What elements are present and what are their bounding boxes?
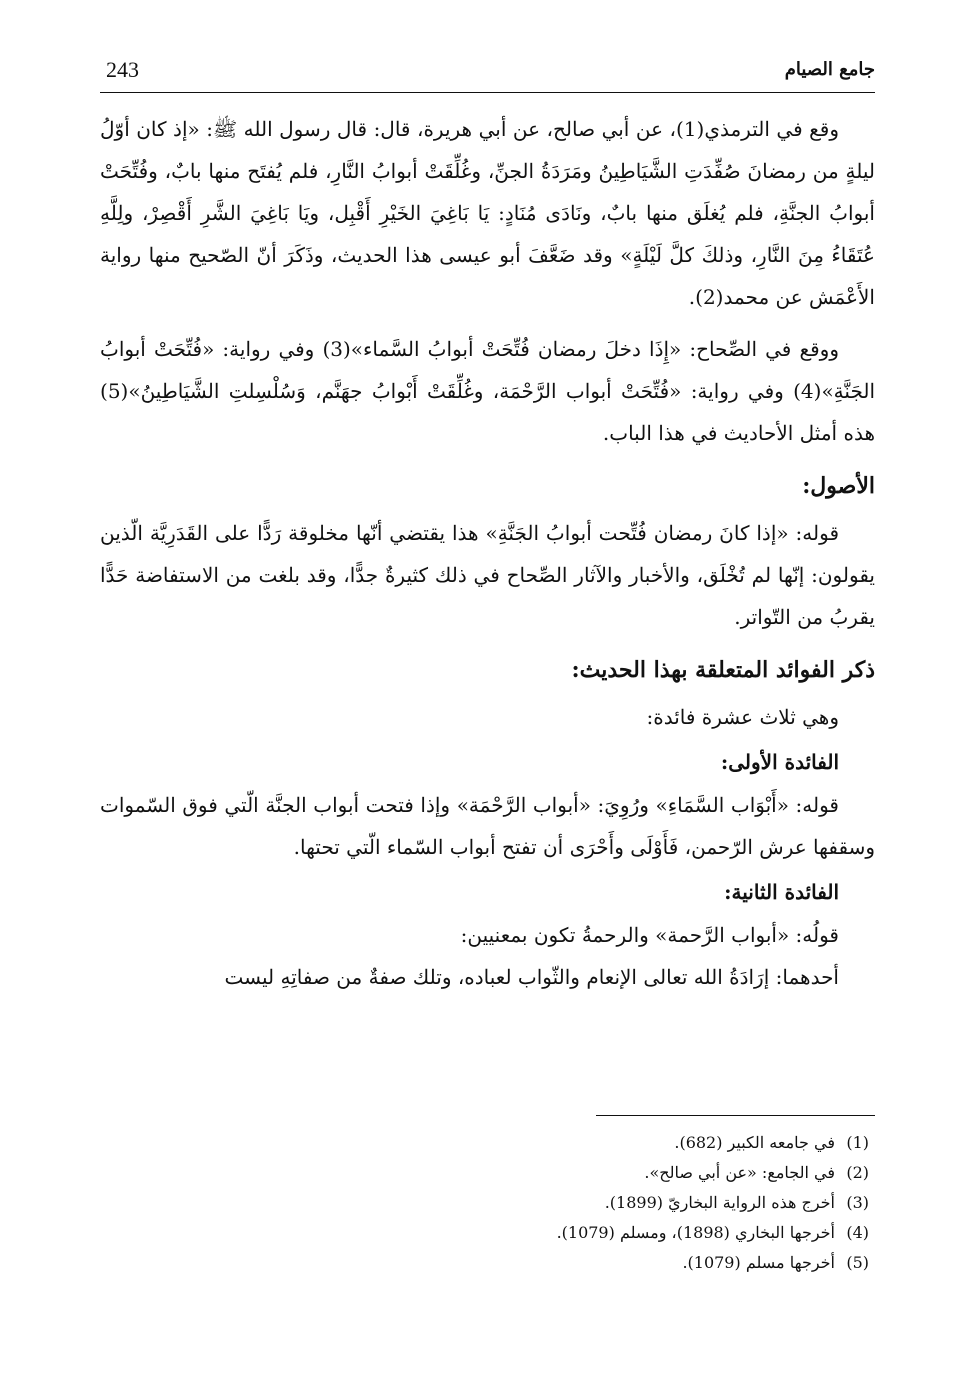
running-title: جامع الصيام (784, 59, 875, 80)
paragraph-second-benefit: قولُه: «أبواب الرَّحمة» والرحمةُ تكون بمعنيين: (460, 923, 839, 947)
footnote (100, 1188, 875, 1218)
footnote-text: أخرجها البخاري (1898)، ومسلم (1079). (556, 1223, 835, 1242)
paragraph-count: وهي ثلاث عشرة فائدة: (646, 705, 839, 729)
footnote-number: (5) (846, 1253, 869, 1272)
footnote-rule (596, 1115, 875, 1116)
footnote-text: في جامعه الكبير (682). (674, 1133, 835, 1152)
paragraph-meanings: أحدهما: إرَادَةُ الله تعالى الإنعام والثّواب لعباده، وتلك صفةٌ من صفاتِهِ ليست (224, 965, 839, 989)
heading-second-benefit: الفائدة الثانية: (724, 880, 839, 904)
footnote (100, 1158, 875, 1188)
footnote (100, 1218, 875, 1248)
paragraph-tirmidhi: وقع في الترمذي(1)، عن أبي صالح، عن أبي هريرة، قال: قال رسول الله ﷺ: «إذ كان أوّلُ ليلةٍ من رمضانَ صُفِّدَتِ الشَّيَاطِينُ ومَرَدَةُ الجنِّ، وغُلِّقَتْ أبوابُ النَّارِ، فلم يُفتَح منها بابٌ، وفُتِّحَتْ أبوابُ الجنَّةِ، فلم يُغلَق منها بابٌ، ونَادَى مُنَادٍ: يَا بَاغِيَ الخَيْرِ أَقْبِل، ويَا بَاغِيَ الشَّرِ أَقْصِرْ، ولِلَّهِ عُتَقَاءُ مِنَ النَّارِ، وذلكَ كلَّ لَيْلَةٍ» وقد ضَعَّفَ أبو عيسى هذا الحديث، وذَكَرَ أنّ الصّحيح منها رواية الأَعْمَش عن محمد(2). (100, 117, 875, 309)
footnote-number: (3) (846, 1193, 869, 1212)
header-rule (100, 92, 875, 93)
paragraph-sihah: ووقع في الصِّحاح: «إِذَا دخلَ رمضان فُتِّحَتْ أبوابُ السَّماء»(3) وفي رواية: «فُتِّحَتْ أبوابُ الجَنَّةِ»(4) وفي رواية: «فُتِّحَتْ أبواب الرَّحْمَة، وغُلِّقَتْ أَبْوابُ جهَنَّم، وَسُلْسِلتِ الشَّيَاطِينُ»(5) هذه أمثل الأحاديث في هذا الباب. (100, 337, 875, 445)
footnote-number: (2) (846, 1163, 869, 1182)
footnote-text: أخرجها مسلم (1079). (682, 1253, 835, 1272)
footnotes (100, 1128, 875, 1278)
heading-usul: الأصول: (802, 473, 875, 499)
paragraph-usul: قوله: «إذا كانَ رمضان فُتِّحت أبوابُ الجَنَّةِ» هذا يقتضي أنّها مخلوقة رَدًّا على القَدَرِيَّة الّذين يقولون: إنّها لم تُخْلَق، والأخبار والآثار الصِّحاح في ذلك كثيرةٌ جدًّا، وقد بلغت من الاستفاضة حَدًّا يقربُ من التّواتر. (100, 521, 875, 629)
heading-fawaid: ذكر الفوائد المتعلقة بهذا الحديث: (571, 657, 875, 683)
page-number: 243 (106, 57, 139, 82)
footnote-text: في الجامع: «عن أبي صالح». (644, 1163, 835, 1182)
page-header (100, 55, 875, 91)
paragraph-first-benefit: قوله: «أَبْوَاب السَّمَاءِ» ورُوِيَ: «أبواب الرَّحْمَة» وإذا فتحت أبواب الجنَّة الّتي فوق السّموات وسقفها عرش الرّحمن، فَأَوْلَى وأَحْرَى أن تفتح أبواب السّماء الّتي تحتها. (100, 793, 875, 859)
main-text (100, 108, 875, 998)
footnote-number: (1) (846, 1133, 869, 1152)
footnote-text: أخرج هذه الرواية البخاريّ (1899). (604, 1193, 835, 1212)
footnote-number: (4) (846, 1223, 869, 1242)
footnote (100, 1248, 875, 1278)
heading-first-benefit: الفائدة الأولى: (720, 750, 839, 774)
footnote (100, 1128, 875, 1158)
